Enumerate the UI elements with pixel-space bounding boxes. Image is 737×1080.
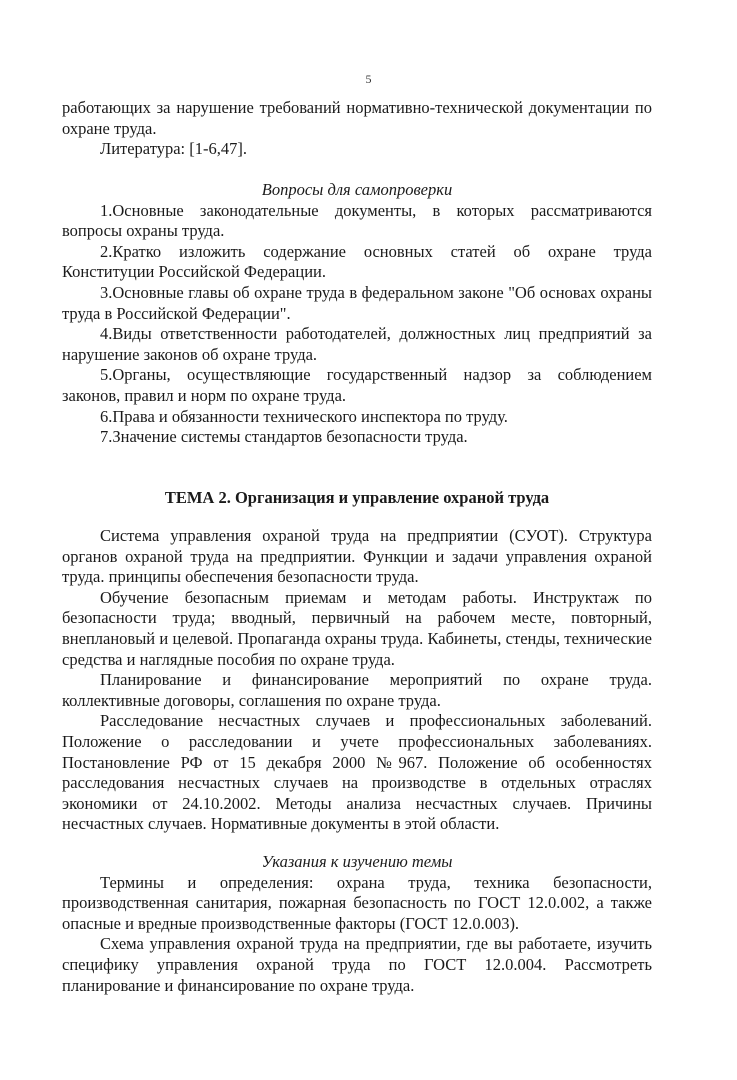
- question-item: 1.Основные законодательные документы, в которых рассматриваются вопросы охраны труда.: [62, 200, 652, 241]
- question-item: 7.Значение системы стандартов безопасности труда.: [100, 427, 468, 447]
- study-guide-paragraph: Схема управления охраной труда на предприятии, где вы работаете, изучить специфику управления охраной труда по ГОСТ 12.0.004. Рассмотреть планирование и финансирование по охране труда.: [62, 934, 652, 995]
- literature-reference: Литература: [1-6,47].: [100, 139, 247, 159]
- study-guide-paragraph: Термины и определения: охрана труда, техника безопасности, производственная санитария, пожарная безопасность по ГОСТ 12.0.002, а также опасные и вредные производственные факторы (ГОСТ 12.0.003).: [62, 872, 652, 933]
- self-check-heading: Вопросы для самопроверки: [261, 180, 453, 199]
- question-item: 3.Основные главы об охране труда в федеральном законе "Об основах охраны труда в Российской Федерации".: [62, 282, 652, 323]
- question-item: 2.Кратко изложить содержание основных статей об охране труда Конституции Российской Федерации.: [62, 241, 652, 282]
- topic-paragraph: Планирование и финансирование мероприятий по охране труда. коллективные договоры, соглашения по охране труда.: [62, 670, 652, 710]
- page-number: 5: [365, 72, 372, 86]
- topic-paragraph: Расследование несчастных случаев и профессиональных заболеваний. Положение о расследовании и учете профессиональных заболеваниях. Постановление РФ от 15 декабря 2000 №967. Положение об особенностях расследования несчастных случаев на производстве в отдельных отраслях экономики от 24.10.2002. Методы анализа несчастных случаев. Причины несчастных случаев. Нормативные документы в этой области.: [62, 711, 652, 834]
- continuation-paragraph: работающих за нарушение требований нормативно-технической документации по охране труда.: [62, 98, 652, 138]
- question-item: 6.Права и обязанности технического инспектора по труду.: [100, 406, 508, 426]
- study-guide-section: [62, 852, 652, 996]
- topic-heading-block: [62, 488, 652, 509]
- continuation-block: [62, 98, 652, 160]
- question-item: 5.Органы, осуществляющие государственный надзор за соблюдением законов, правил и норм по охране труда.: [62, 365, 652, 405]
- study-guide-heading: Указания к изучению темы: [261, 852, 453, 871]
- topic-title: ТЕМА 2. Организация и управление охраной труда: [164, 488, 550, 507]
- question-item: 4.Виды ответственности работодателей, должностных лиц предприятий за нарушение законов об охране труда.: [62, 324, 652, 364]
- topic-paragraph: Система управления охраной труда на предприятии (СУОТ). Структура органов охраной труда на предприятии. Функции и задачи управления охраной труда. принципы обеспечения безопасности труда.: [62, 526, 652, 587]
- self-check-section: [62, 180, 652, 448]
- topic-paragraph: Обучение безопасным приемам и методам работы. Инструктаж по безопасности труда; вводный, первичный на рабочем месте, повторный, внеплановый и целевой. Пропаганда охраны труда. Кабинеты, стенды, технические средства и наглядные пособия по охране труда.: [62, 587, 652, 669]
- topic-body: [62, 526, 652, 835]
